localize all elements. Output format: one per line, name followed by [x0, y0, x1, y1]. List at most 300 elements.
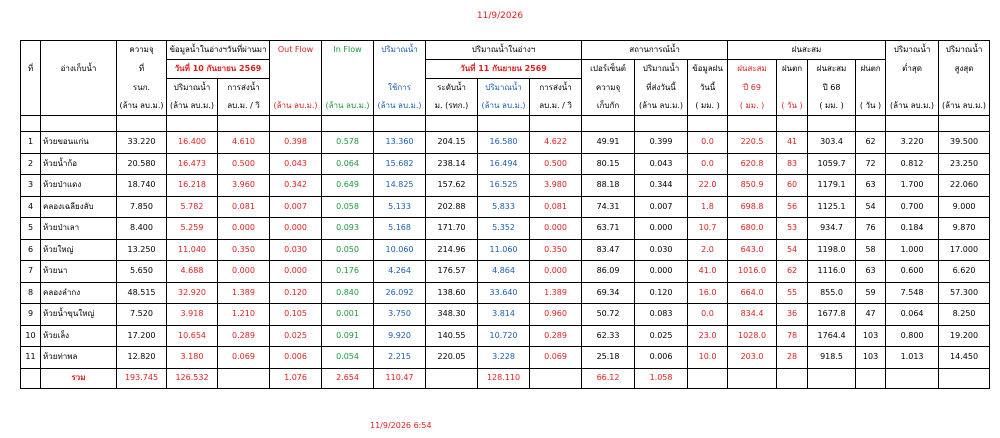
- prev-volume-cell: 10.654: [167, 325, 218, 347]
- h-days68-unit: ( วัน ): [856, 97, 886, 116]
- usable-cell: 26.092: [374, 282, 426, 304]
- rain69-cell: 834.4: [728, 304, 777, 326]
- inflow-cell: 0.001: [322, 304, 374, 326]
- rain69-cell: 220.5: [728, 132, 777, 154]
- cur-volume-cell: 5.352: [478, 218, 530, 240]
- prev-release-cell: 3.960: [218, 175, 270, 197]
- h-cur-vol-3: ปริมาณน้ำ: [478, 79, 530, 98]
- capacity-cell: 18.740: [117, 175, 167, 197]
- cur-release-cell: 0.289: [530, 325, 582, 347]
- outflow-cell: 0.120: [270, 282, 322, 304]
- cur-volume-cell: 5.833: [478, 196, 530, 218]
- table-row: [21, 325, 990, 347]
- cur-release-cell: 0.069: [530, 347, 582, 369]
- usable-cell: 4.264: [374, 261, 426, 283]
- totals-released: 1.058: [635, 368, 688, 388]
- days69-cell: 60: [777, 175, 808, 197]
- cur-volume-cell: 16.580: [478, 132, 530, 154]
- h-percent-2: เปอร์เซ็นต์: [582, 60, 635, 79]
- prev-release-cell: 0.500: [218, 153, 270, 175]
- cur-release-cell: 0.350: [530, 239, 582, 261]
- days69-cell: 53: [777, 218, 808, 240]
- prev-volume-cell: 5.259: [167, 218, 218, 240]
- days69-cell: 56: [777, 196, 808, 218]
- h-level-3: ระดับน้ำ: [426, 79, 478, 98]
- days68-cell: 54: [856, 196, 886, 218]
- rain69-cell: 680.0: [728, 218, 777, 240]
- outflow-cell: 0.025: [270, 325, 322, 347]
- header-row-1: [21, 41, 990, 60]
- h-outflow-3: [270, 79, 322, 98]
- h-outflow-2: [270, 60, 322, 79]
- prev-release-cell: 0.000: [218, 261, 270, 283]
- released-cell: 0.120: [635, 282, 688, 304]
- row-index: 6: [21, 239, 41, 261]
- rain-today-cell: 10.7: [688, 218, 728, 240]
- level-cell: 171.70: [426, 218, 478, 240]
- days68-cell: 103: [856, 325, 886, 347]
- h-days68-3: [856, 79, 886, 98]
- days68-cell: 63: [856, 175, 886, 197]
- h-cur-release-3: การส่งน้ำ: [530, 79, 582, 98]
- cur-volume-cell: 3.228: [478, 347, 530, 369]
- table-row: [21, 218, 990, 240]
- level-cell: 202.88: [426, 196, 478, 218]
- released-cell: 0.000: [635, 261, 688, 283]
- prev-volume-cell: 16.218: [167, 175, 218, 197]
- h-released-unit: (ล้าน ลบ.ม.): [635, 97, 688, 116]
- days68-cell: 76: [856, 218, 886, 240]
- table-row: [21, 347, 990, 369]
- reservoir-name: ห้วยน้ำก้อ: [41, 153, 117, 175]
- days69-cell: 54: [777, 239, 808, 261]
- h-rain68-2: ฝนสะสม: [808, 60, 856, 79]
- prev-volume-cell: 3.180: [167, 347, 218, 369]
- inflow-cell: 0.050: [322, 239, 374, 261]
- h-max-1: ปริมาณน้ำ: [939, 41, 990, 60]
- rain68-cell: 1179.1: [808, 175, 856, 197]
- outflow-cell: 0.398: [270, 132, 322, 154]
- h-name-1: [41, 41, 117, 60]
- cur-release-cell: 0.081: [530, 196, 582, 218]
- level-cell: 238.14: [426, 153, 478, 175]
- rain68-cell: 855.0: [808, 282, 856, 304]
- h-rain-today-2: ข้อมูลฝน: [688, 60, 728, 79]
- rain68-cell: 1764.4: [808, 325, 856, 347]
- cur-volume-cell: 4.864: [478, 261, 530, 283]
- h-idx-2: ที่: [21, 60, 41, 79]
- released-cell: 0.043: [635, 153, 688, 175]
- days68-cell: 62: [856, 132, 886, 154]
- days68-cell: 58: [856, 239, 886, 261]
- rain-today-cell: 23.0: [688, 325, 728, 347]
- inflow-cell: 0.649: [322, 175, 374, 197]
- capacity-cell: 7.850: [117, 196, 167, 218]
- h-prev-vol-3: ปริมาณน้ำ: [167, 79, 218, 98]
- level-cell: 214.96: [426, 239, 478, 261]
- outflow-cell: 0.007: [270, 196, 322, 218]
- level-cell: 220.05: [426, 347, 478, 369]
- max-cell: 22.060: [939, 175, 990, 197]
- h-inflow-2: [322, 60, 374, 79]
- inflow-cell: 0.840: [322, 282, 374, 304]
- max-cell: 23.250: [939, 153, 990, 175]
- rain-today-cell: 10.0: [688, 347, 728, 369]
- min-cell: 0.800: [886, 325, 939, 347]
- prev-release-cell: 0.350: [218, 239, 270, 261]
- rain-today-cell: 41.0: [688, 261, 728, 283]
- h-days69-2: ฝนตก: [777, 60, 808, 79]
- rain-today-cell: 2.0: [688, 239, 728, 261]
- percent-cell: 25.18: [582, 347, 635, 369]
- days69-cell: 62: [777, 261, 808, 283]
- min-cell: 1.700: [886, 175, 939, 197]
- capacity-cell: 48.515: [117, 282, 167, 304]
- outflow-cell: 0.342: [270, 175, 322, 197]
- h-usable-3: ใช้การ: [374, 79, 426, 98]
- inflow-cell: 0.578: [322, 132, 374, 154]
- reservoir-name: คลองลำกง: [41, 282, 117, 304]
- rain69-cell: 698.8: [728, 196, 777, 218]
- cur-volume-cell: 3.814: [478, 304, 530, 326]
- days69-cell: 28: [777, 347, 808, 369]
- percent-cell: 83.47: [582, 239, 635, 261]
- prev-release-cell: 0.289: [218, 325, 270, 347]
- row-index: 11: [21, 347, 41, 369]
- totals-inflow: 2.654: [322, 368, 374, 388]
- reservoir-name: ห้วยขอนแก่น: [41, 132, 117, 154]
- h-name-3: [41, 79, 117, 98]
- capacity-cell: 20.580: [117, 153, 167, 175]
- row-index: 9: [21, 304, 41, 326]
- capacity-cell: 7.520: [117, 304, 167, 326]
- rain-today-cell: 16.0: [688, 282, 728, 304]
- max-cell: 19.200: [939, 325, 990, 347]
- h-idx-4: [21, 97, 41, 116]
- outflow-cell: 0.105: [270, 304, 322, 326]
- row-index: 7: [21, 261, 41, 283]
- prev-volume-cell: 11.040: [167, 239, 218, 261]
- h-inflow-unit: (ล้าน ลบ.ม.): [322, 97, 374, 116]
- rain68-cell: 1125.1: [808, 196, 856, 218]
- min-cell: 0.184: [886, 218, 939, 240]
- max-cell: 17.000: [939, 239, 990, 261]
- released-cell: 0.006: [635, 347, 688, 369]
- days68-cell: 103: [856, 347, 886, 369]
- h-usable-1: ปริมาณน้ำ: [374, 41, 426, 60]
- percent-cell: 74.31: [582, 196, 635, 218]
- rain69-cell: 643.0: [728, 239, 777, 261]
- capacity-cell: 8.400: [117, 218, 167, 240]
- released-cell: 0.025: [635, 325, 688, 347]
- rain69-cell: 850.9: [728, 175, 777, 197]
- days69-cell: 78: [777, 325, 808, 347]
- h-cur-release-unit: ลบ.ม. / วิ: [530, 97, 582, 116]
- header-row-4: [21, 97, 990, 116]
- prev-release-cell: 1.389: [218, 282, 270, 304]
- h-name-2: อ่างเก็บน้ำ: [41, 60, 117, 79]
- h-rain-today-unit: ( มม. ): [688, 97, 728, 116]
- cur-volume-cell: 10.720: [478, 325, 530, 347]
- totals-row: [21, 368, 990, 388]
- max-cell: 39.500: [939, 132, 990, 154]
- rain69-cell: 620.8: [728, 153, 777, 175]
- outflow-cell: 0.043: [270, 153, 322, 175]
- rain68-cell: 1677.8: [808, 304, 856, 326]
- inflow-cell: 0.093: [322, 218, 374, 240]
- days69-cell: 83: [777, 153, 808, 175]
- h-cur-group: ปริมาณน้ำในอ่างฯ: [426, 41, 582, 60]
- totals-capacity: 193.745: [117, 368, 167, 388]
- level-cell: 140.55: [426, 325, 478, 347]
- rain68-cell: 934.7: [808, 218, 856, 240]
- totals-cur-volume: 128.110: [478, 368, 530, 388]
- table-row: [21, 239, 990, 261]
- min-cell: 0.700: [886, 196, 939, 218]
- percent-cell: 63.71: [582, 218, 635, 240]
- reservoir-table: [20, 40, 990, 389]
- rain69-cell: 1028.0: [728, 325, 777, 347]
- h-released-3: ที่ส่งวันนี้: [635, 79, 688, 98]
- prev-release-cell: 0.081: [218, 196, 270, 218]
- prev-release-cell: 0.069: [218, 347, 270, 369]
- capacity-cell: 33.220: [117, 132, 167, 154]
- h-days68-2: ฝนตก: [856, 60, 886, 79]
- prev-release-cell: 1.210: [218, 304, 270, 326]
- h-released-2: ปริมาณน้ำ: [635, 60, 688, 79]
- h-capacity-3: รนก.: [117, 79, 167, 98]
- rain-today-cell: 0.0: [688, 304, 728, 326]
- percent-cell: 88.18: [582, 175, 635, 197]
- capacity-cell: 12.820: [117, 347, 167, 369]
- cur-release-cell: 3.980: [530, 175, 582, 197]
- h-days69-3: [777, 79, 808, 98]
- min-cell: 7.548: [886, 282, 939, 304]
- level-cell: 176.57: [426, 261, 478, 283]
- report-date: 11/9/2026: [476, 11, 524, 21]
- h-min-1: ปริมาณน้ำ: [886, 41, 939, 60]
- usable-cell: 15.682: [374, 153, 426, 175]
- totals-label: รวม: [41, 368, 117, 388]
- row-index: 10: [21, 325, 41, 347]
- rain69-cell: 664.0: [728, 282, 777, 304]
- max-cell: 9.000: [939, 196, 990, 218]
- prev-volume-cell: 3.918: [167, 304, 218, 326]
- row-index: 1: [21, 132, 41, 154]
- h-prev-release-3: การส่งน้ำ: [218, 79, 270, 98]
- rain69-cell: 1016.0: [728, 261, 777, 283]
- reservoir-name: ห้วยเล็ง: [41, 325, 117, 347]
- h-prev-vol-unit: (ล้าน ลบ.ม.): [167, 97, 218, 116]
- header-row-2: [21, 60, 990, 79]
- cur-volume-cell: 16.525: [478, 175, 530, 197]
- capacity-cell: 17.200: [117, 325, 167, 347]
- table-row: [21, 282, 990, 304]
- usable-cell: 9.920: [374, 325, 426, 347]
- released-cell: 0.000: [635, 218, 688, 240]
- row-index: 5: [21, 218, 41, 240]
- h-cur-vol-unit: (ล้าน ลบ.ม.): [478, 97, 530, 116]
- totals-prev-volume: 126.532: [167, 368, 218, 388]
- prev-release-cell: 4.610: [218, 132, 270, 154]
- inflow-cell: 0.054: [322, 347, 374, 369]
- reservoir-name: ห้วยท่าพล: [41, 347, 117, 369]
- min-cell: 1.013: [886, 347, 939, 369]
- reservoir-name: ห้วยป่าเลา: [41, 218, 117, 240]
- h-capacity-1: ความจุ: [117, 41, 167, 60]
- prev-volume-cell: 32.920: [167, 282, 218, 304]
- cur-volume-cell: 11.060: [478, 239, 530, 261]
- released-cell: 0.344: [635, 175, 688, 197]
- days68-cell: 63: [856, 261, 886, 283]
- h-level-unit: ม. (รทก.): [426, 97, 478, 116]
- h-percent-3: ความจุ: [582, 79, 635, 98]
- level-cell: 157.62: [426, 175, 478, 197]
- table-row: [21, 261, 990, 283]
- usable-cell: 13.360: [374, 132, 426, 154]
- h-idx-3: [21, 79, 41, 98]
- row-index: 8: [21, 282, 41, 304]
- days69-cell: 41: [777, 132, 808, 154]
- capacity-cell: 13.250: [117, 239, 167, 261]
- h-idx-1: [21, 41, 41, 60]
- percent-cell: 80.15: [582, 153, 635, 175]
- h-max-2: สูงสุด: [939, 60, 990, 79]
- rain68-cell: 1116.0: [808, 261, 856, 283]
- usable-cell: 5.168: [374, 218, 426, 240]
- rain68-cell: 1198.0: [808, 239, 856, 261]
- outflow-cell: 0.006: [270, 347, 322, 369]
- rain-today-cell: 0.0: [688, 132, 728, 154]
- level-cell: 204.15: [426, 132, 478, 154]
- reservoir-name: คลองเฉลียงลับ: [41, 196, 117, 218]
- cur-release-cell: 0.000: [530, 218, 582, 240]
- h-prev-group: ข้อมูลน้ำในอ่างฯวันที่ผ่านมา: [167, 41, 270, 60]
- table-row: [21, 132, 990, 154]
- cur-volume-cell: 16.494: [478, 153, 530, 175]
- table-row: [21, 175, 990, 197]
- capacity-cell: 5.650: [117, 261, 167, 283]
- rain-today-cell: 0.0: [688, 153, 728, 175]
- h-cur-date: วันที่ 11 กันยายน 2569: [426, 60, 582, 79]
- usable-cell: 10.060: [374, 239, 426, 261]
- rain69-cell: 203.0: [728, 347, 777, 369]
- outflow-cell: 0.030: [270, 239, 322, 261]
- level-cell: 348.30: [426, 304, 478, 326]
- inflow-cell: 0.091: [322, 325, 374, 347]
- min-cell: 1.000: [886, 239, 939, 261]
- min-cell: 0.812: [886, 153, 939, 175]
- max-cell: 57.300: [939, 282, 990, 304]
- table-row: [21, 153, 990, 175]
- h-name-4: [41, 97, 117, 116]
- reservoir-name: ห้วยน้ำขุนใหญ่: [41, 304, 117, 326]
- cur-release-cell: 4.622: [530, 132, 582, 154]
- header-row-3: [21, 79, 990, 98]
- footer-timestamp: 11/9/2026 6:54: [370, 421, 432, 430]
- h-max-3: [939, 79, 990, 98]
- h-usable-unit: (ล้าน ลบ.ม.): [374, 97, 426, 116]
- h-min-3: [886, 79, 939, 98]
- totals-outflow: 1.076: [270, 368, 322, 388]
- days68-cell: 47: [856, 304, 886, 326]
- usable-cell: 5.133: [374, 196, 426, 218]
- h-status-group: สถานการณ์น้ำ: [582, 41, 728, 60]
- released-cell: 0.399: [635, 132, 688, 154]
- h-rain68-unit: ( มม. ): [808, 97, 856, 116]
- released-cell: 0.083: [635, 304, 688, 326]
- h-rain69-3: ปี 69: [728, 79, 777, 98]
- row-index: 3: [21, 175, 41, 197]
- h-max-unit: (ล้าน ลบ.ม.): [939, 97, 990, 116]
- h-usable-2: [374, 60, 426, 79]
- h-outflow-1: Out Flow: [270, 41, 322, 60]
- h-days69-unit: ( วัน ): [777, 97, 808, 116]
- min-cell: 3.220: [886, 132, 939, 154]
- inflow-cell: 0.058: [322, 196, 374, 218]
- prev-volume-cell: 16.473: [167, 153, 218, 175]
- h-rain69-unit: ( มม. ): [728, 97, 777, 116]
- percent-cell: 50.72: [582, 304, 635, 326]
- h-prev-release-unit: ลบ.ม. / วิ: [218, 97, 270, 116]
- h-min-unit: (ล้าน ลบ.ม.): [886, 97, 939, 116]
- cur-release-cell: 1.389: [530, 282, 582, 304]
- cur-release-cell: 0.960: [530, 304, 582, 326]
- h-capacity-unit: (ล้าน ลบ.ม.): [117, 97, 167, 116]
- h-capacity-2: ที่: [117, 60, 167, 79]
- rain68-cell: 1059.7: [808, 153, 856, 175]
- max-cell: 6.620: [939, 261, 990, 283]
- usable-cell: 2.215: [374, 347, 426, 369]
- rain68-cell: 303.4: [808, 132, 856, 154]
- h-percent-4: เก็บกัก: [582, 97, 635, 116]
- prev-volume-cell: 5.782: [167, 196, 218, 218]
- totals-percent: 66.12: [582, 368, 635, 388]
- h-prev-date: วันที่ 10 กันยายน 2569: [167, 60, 270, 79]
- h-rain69-2: ฝนสะสม: [728, 60, 777, 79]
- days68-cell: 59: [856, 282, 886, 304]
- reservoir-name: ห้วยนา: [41, 261, 117, 283]
- prev-volume-cell: 16.400: [167, 132, 218, 154]
- prev-release-cell: 0.000: [218, 218, 270, 240]
- rain-today-cell: 1.8: [688, 196, 728, 218]
- inflow-cell: 0.176: [322, 261, 374, 283]
- cur-release-cell: 0.500: [530, 153, 582, 175]
- table-row: [21, 196, 990, 218]
- prev-volume-cell: 4.688: [167, 261, 218, 283]
- percent-cell: 62.33: [582, 325, 635, 347]
- reservoir-rows: [21, 132, 990, 369]
- reservoir-name: ห้วยใหญ่: [41, 239, 117, 261]
- max-cell: 14.450: [939, 347, 990, 369]
- released-cell: 0.030: [635, 239, 688, 261]
- cur-volume-cell: 33.640: [478, 282, 530, 304]
- max-cell: 9.870: [939, 218, 990, 240]
- h-inflow-1: In Flow: [322, 41, 374, 60]
- h-inflow-3: [322, 79, 374, 98]
- table-row: [21, 304, 990, 326]
- rain68-cell: 918.5: [808, 347, 856, 369]
- spacer-row: [21, 116, 990, 132]
- released-cell: 0.007: [635, 196, 688, 218]
- percent-cell: 69.34: [582, 282, 635, 304]
- h-rain-today-3: วันนี้: [688, 79, 728, 98]
- level-cell: 138.60: [426, 282, 478, 304]
- h-min-2: ต่ำสุด: [886, 60, 939, 79]
- percent-cell: 49.91: [582, 132, 635, 154]
- days68-cell: 72: [856, 153, 886, 175]
- max-cell: 8.250: [939, 304, 990, 326]
